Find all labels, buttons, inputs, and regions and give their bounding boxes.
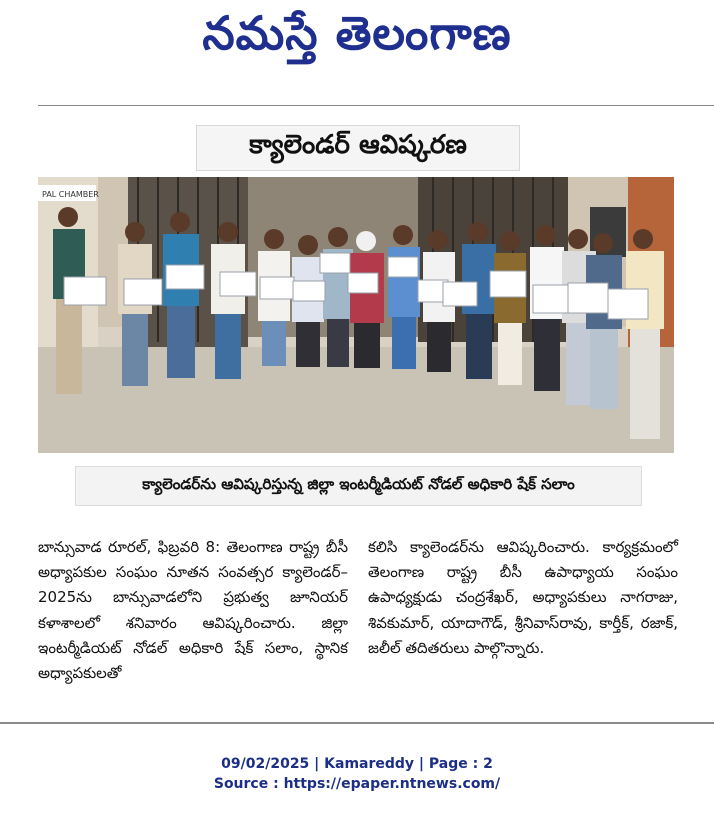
headline-box: [196, 125, 520, 171]
article-body-left: బాన్సువాడ రూరల్, ఫిబ్రవరి 8: తెలంగాణ రాష్ట్ర బీసీ అధ్యాపకుల సంఘం నూతన సంవత్సర క్యాలెండర్– 2025ను బాన్సువాడలోని ప్రభుత్వ జూనియర్ కళాశాలలో శనివారం ఆవిష్కరించారు. జిల్లా ఇంటర్మీడియట్ నోడల్ అధికారి షేక్ సలాం, స్థానిక అధ్యాపకులతో: [38, 538, 348, 683]
photo-caption: క్యాలెండర్‌ను ఆవిష్కరిస్తున్న జిల్లా ఇంటర్మీడియట్ నోడల్ అధికారి షేక్ సలాం: [142, 475, 575, 493]
article-column-right: [368, 535, 678, 661]
footer-date-line: 09/02/2025 | Kamareddy | Page : 2: [221, 756, 493, 772]
article-column-left: [38, 535, 348, 686]
article-headline: క్యాలెండర్ ఆవిష్కరణ: [249, 130, 467, 160]
photo-caption-box: [75, 466, 642, 506]
footer-source-line: Source : https://epaper.ntnews.com/: [213, 776, 501, 792]
photo-illustration: [38, 177, 674, 453]
news-photo: [38, 177, 674, 453]
masthead-title: నమస్తే తెలంగాణ: [202, 6, 512, 60]
page-footer: [0, 756, 714, 792]
top-divider: [38, 105, 714, 106]
photo-sign: PAL CHAMBER: [42, 190, 99, 199]
newspaper-masthead: [0, 0, 714, 78]
bottom-divider: [0, 722, 714, 724]
article-body-right: కలిసి క్యాలెండర్‌ను ఆవిష్కరించారు. కార్యక్రమంలో తెలంగాణ రాష్ట్ర బీసీ ఉపాధ్యాయ సంఘం ఉపాధ్యక్షుడు చంద్రశేఖర్, అధ్యాపకులు నాగరాజు, శివకుమార్, యాదాగౌడ్, శ్రీనివాస్‌రావు, కార్తీక్, రజాక్, జలీల్ తదితరులు పాల్గొన్నారు.: [368, 538, 678, 657]
